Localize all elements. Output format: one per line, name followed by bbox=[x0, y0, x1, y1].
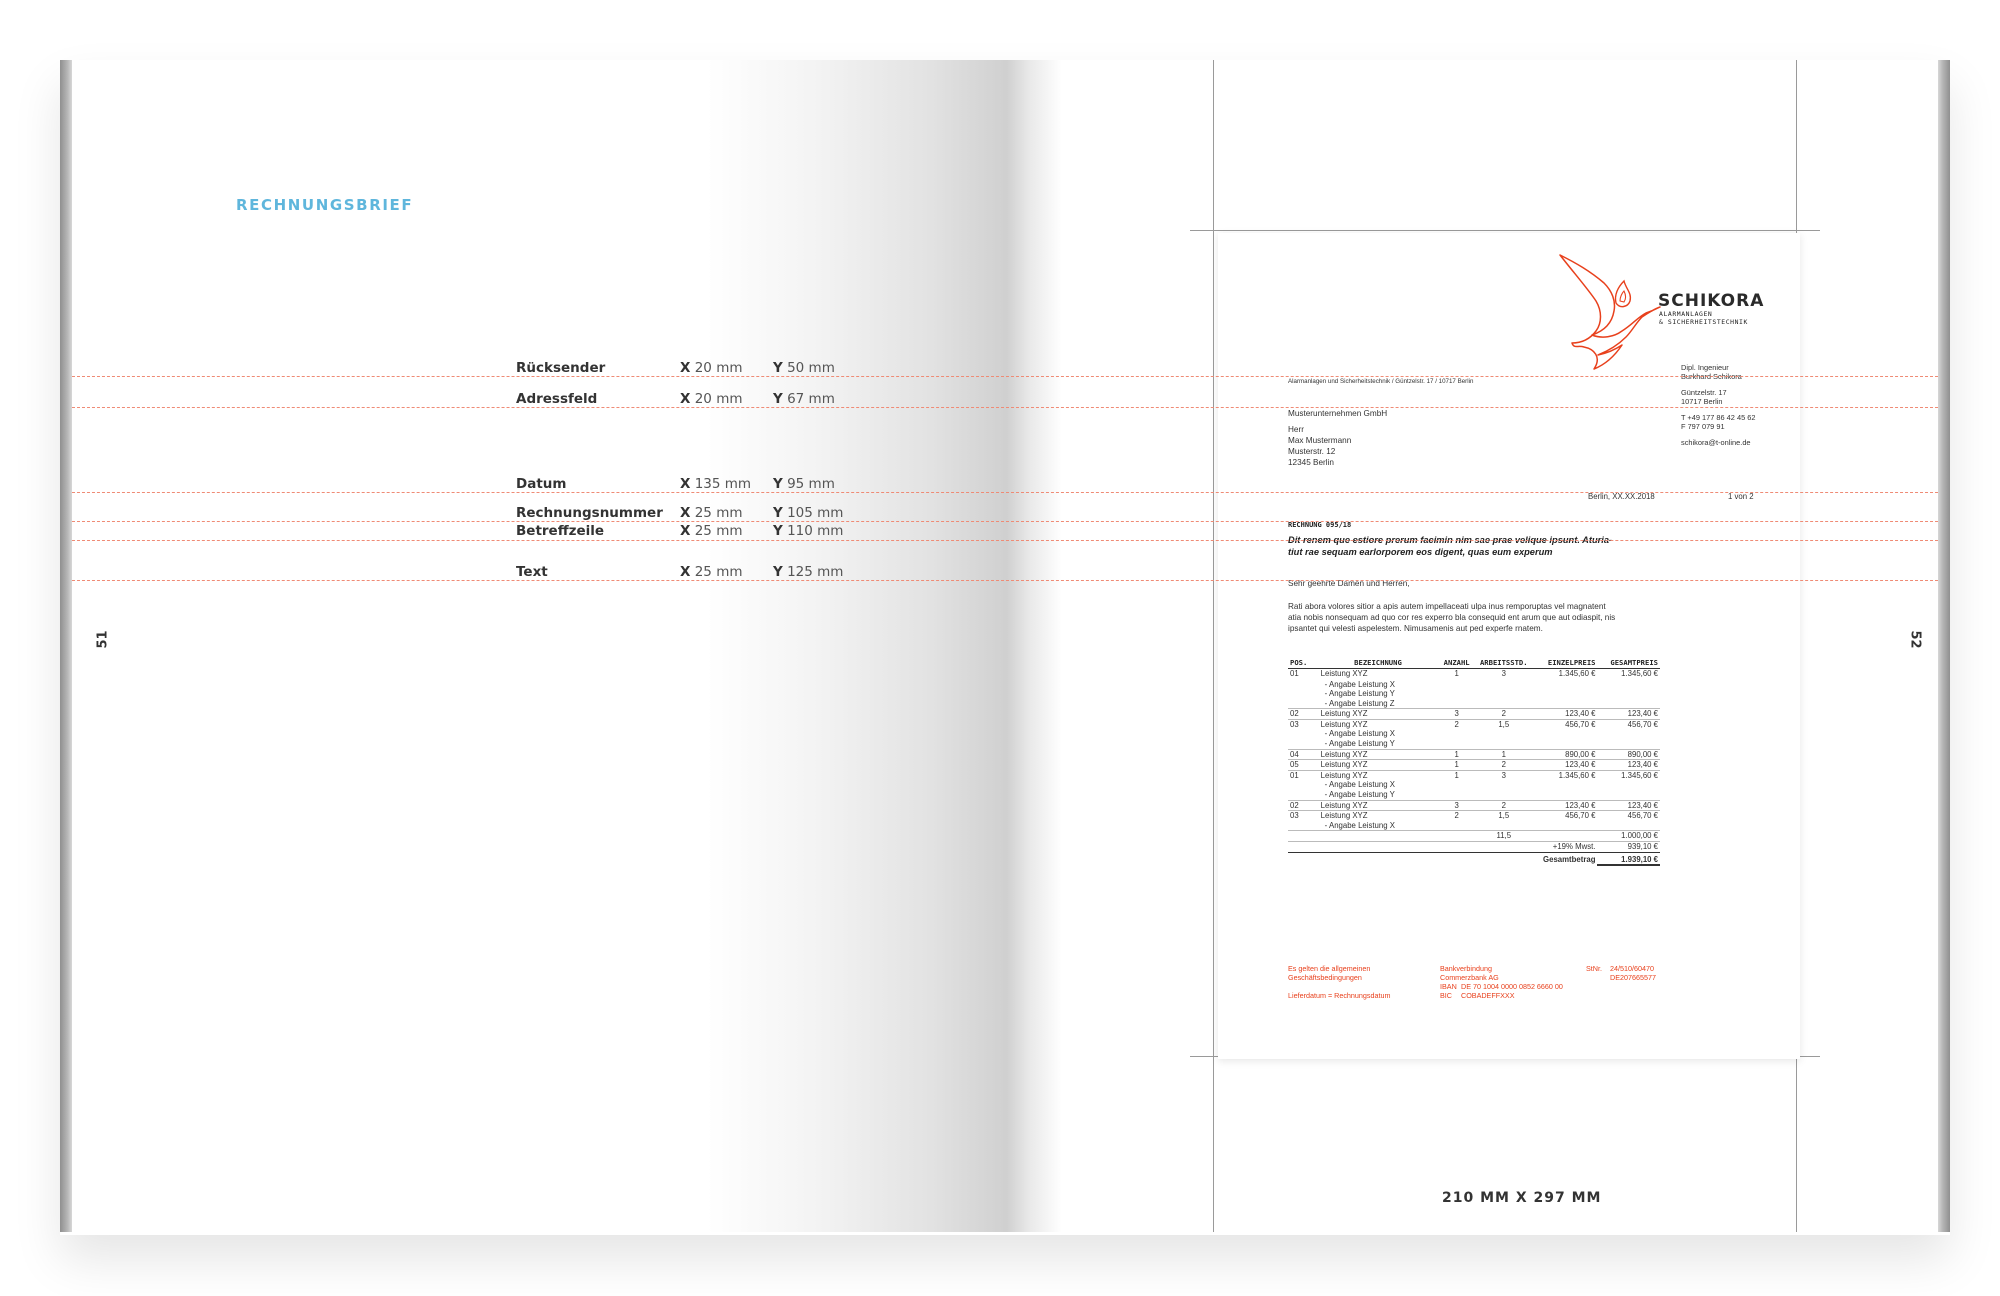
cell-gesamtpreis: 456,70 € bbox=[1627, 811, 1658, 821]
spec-x-ruecksender: X 20 mm bbox=[680, 360, 743, 376]
cell-empty bbox=[1597, 680, 1660, 690]
cell-anzahl: 3 bbox=[1437, 800, 1476, 811]
recipient-salutation: Herr bbox=[1288, 425, 1304, 434]
invoice-table bbox=[1288, 657, 1660, 866]
cell-empty bbox=[1288, 729, 1319, 739]
cell-gesamtpreis: 890,00 € bbox=[1597, 749, 1660, 760]
cell-sub-item: - Angabe Leistung X bbox=[1319, 821, 1438, 831]
subject-line-1: Dit renem que estiore prerum facimin nim sae prae velique ipsunt. Aturia- bbox=[1288, 535, 1613, 545]
cell-empty bbox=[1476, 739, 1531, 749]
item-name: Leistung XYZ bbox=[1320, 749, 1368, 759]
item-name: Leistung XYZ bbox=[1320, 800, 1368, 810]
cell-empty bbox=[1476, 699, 1531, 709]
cell-sub-item: - Angabe Leistung X bbox=[1324, 780, 1395, 790]
body-line-1: Rati abora volores sitior a apis autem impellaceati ulpa inus remporuptas vel magnatent bbox=[1288, 602, 1606, 611]
table-row bbox=[1288, 669, 1660, 680]
grand-total-value: 1.939,10 € bbox=[1597, 852, 1660, 865]
footer-terms-2: Geschäftsbedingungen bbox=[1288, 973, 1362, 982]
contact-city: 10717 Berlin bbox=[1681, 397, 1723, 406]
invoice-number: RECHNUNG 095/18 bbox=[1288, 521, 1352, 529]
item-name: Leistung XYZ bbox=[1320, 770, 1368, 780]
cell-empty bbox=[1288, 689, 1319, 699]
cell-sub-item: - Angabe Leistung X bbox=[1324, 679, 1395, 689]
sender-line: Alarmanlagen und Sicherheitstechnik / Güntzelstr. 17 / 10717 Berlin bbox=[1288, 378, 1474, 385]
table-row bbox=[1288, 719, 1660, 729]
cell-empty bbox=[1437, 780, 1476, 790]
cell-sub-item: - Angabe Leistung X bbox=[1324, 729, 1395, 739]
cell-gesamtpreis: 123,40 € bbox=[1597, 760, 1660, 771]
invoice-letter bbox=[1218, 233, 1800, 1059]
col-anzahl: ANZAHL bbox=[1437, 657, 1476, 669]
spec-x-betreffzeile: X 25 mm bbox=[680, 523, 743, 539]
footer-bank-label: Bankverbindung bbox=[1440, 964, 1492, 973]
cell-empty bbox=[1532, 689, 1598, 699]
table-subrow bbox=[1288, 680, 1660, 690]
cell-arbeitsstd: 3 bbox=[1501, 770, 1506, 780]
recipient-company: Musterunternehmen GmbH bbox=[1288, 409, 1388, 418]
cell-empty bbox=[1437, 842, 1476, 853]
cell-gesamtpreis: 123,40 € bbox=[1597, 800, 1660, 811]
cell-empty bbox=[1597, 780, 1660, 790]
contact-fax: F 797 079 91 bbox=[1681, 422, 1725, 431]
cell-gesamtpreis: 1.345,60 € bbox=[1621, 770, 1658, 780]
cell-empty bbox=[1476, 790, 1531, 800]
cell-anzahl: 1 bbox=[1454, 770, 1459, 780]
footer-tax-label: StNr. bbox=[1586, 964, 1602, 973]
cell-gesamtpreis: 123,40 € bbox=[1597, 709, 1660, 720]
table-row bbox=[1288, 800, 1660, 811]
sub-item-label: Angabe Leistung Y bbox=[1329, 790, 1395, 800]
sub-item-label: Angabe Leistung X bbox=[1329, 820, 1395, 830]
guide-line-ruecksender bbox=[72, 376, 1938, 377]
cell-arbeitsstd: 2 bbox=[1476, 800, 1531, 811]
contact-name: Burkhard Schikora bbox=[1681, 372, 1742, 381]
cell-empty bbox=[1437, 699, 1476, 709]
recipient-street: Musterstr. 12 bbox=[1288, 447, 1336, 456]
table-subrow bbox=[1288, 739, 1660, 749]
book-cover-edge-left bbox=[60, 60, 72, 1232]
cell-empty bbox=[1597, 689, 1660, 699]
guide-line-betreffzeile bbox=[72, 540, 1938, 541]
cell-sub-item: - Angabe Leistung Z bbox=[1319, 699, 1438, 709]
cell-empty bbox=[1437, 689, 1476, 699]
spec-x-text: X 25 mm bbox=[680, 564, 743, 580]
footer-tax-1: 24/510/60470 bbox=[1610, 964, 1654, 973]
cell-sub-item: - Angabe Leistung Y bbox=[1319, 790, 1438, 800]
cell-empty bbox=[1288, 699, 1319, 709]
cell-empty bbox=[1319, 852, 1438, 865]
cell-bezeichnung bbox=[1319, 719, 1438, 729]
cell-einzelpreis: 456,70 € bbox=[1565, 719, 1596, 729]
spec-y-betreffzeile: Y 110 mm bbox=[773, 523, 844, 539]
table-subrow bbox=[1288, 790, 1660, 800]
page-of: 1 von 2 bbox=[1728, 492, 1754, 501]
table-row bbox=[1288, 749, 1660, 760]
cell-empty bbox=[1437, 852, 1476, 865]
recipient-name: Max Mustermann bbox=[1288, 436, 1352, 445]
cell-gesamtpreis: 1.345,60 € bbox=[1621, 669, 1658, 678]
table-row bbox=[1288, 770, 1660, 780]
spec-label-datum: Datum bbox=[516, 476, 567, 492]
cell-empty bbox=[1597, 739, 1660, 749]
cell-anzahl: 2 bbox=[1454, 811, 1459, 821]
cell-einzelpreis: 1.345,60 € bbox=[1558, 770, 1596, 780]
footer-bic: COBADEFFXXX bbox=[1461, 991, 1515, 1000]
cell-empty bbox=[1319, 831, 1438, 842]
cell-bezeichnung bbox=[1319, 760, 1438, 771]
footer-iban: DE 70 1004 0000 0852 6660 00 bbox=[1461, 982, 1563, 991]
footer-tax-2: DE207665577 bbox=[1610, 973, 1656, 982]
body-line-3: ipsantet qui velesti aspelestem. Nimusamenis aut ped experfe rnatem. bbox=[1288, 624, 1543, 633]
format-label: 210 MM X 297 MM bbox=[1442, 1190, 1602, 1206]
cell-empty bbox=[1597, 699, 1660, 709]
footer-bic-label: BIC bbox=[1440, 991, 1452, 1000]
cell-empty bbox=[1597, 821, 1660, 831]
letter-date: Berlin, XX.XX.2018 bbox=[1588, 492, 1655, 501]
spec-x-adressfeld: X 20 mm bbox=[680, 391, 743, 407]
sub-item-label: Angabe Leistung Y bbox=[1329, 689, 1395, 699]
cell-einzelpreis: 123,40 € bbox=[1532, 760, 1598, 771]
cell-arbeitsstd: 1,5 bbox=[1498, 811, 1510, 821]
cell-empty bbox=[1288, 680, 1319, 690]
cell-bezeichnung bbox=[1319, 669, 1438, 680]
cell-bezeichnung bbox=[1319, 800, 1438, 811]
cell-empty bbox=[1288, 831, 1319, 842]
cell-empty bbox=[1437, 790, 1476, 800]
contact-title: Dipl. Ingenieur bbox=[1681, 363, 1729, 372]
letter-salutation: Sehr geehrte Damen und Herren, bbox=[1288, 579, 1410, 588]
cell-pos: 02 bbox=[1288, 709, 1319, 720]
cell-anzahl: 3 bbox=[1437, 709, 1476, 720]
cell-empty bbox=[1597, 790, 1660, 800]
spec-y-text: Y 125 mm bbox=[773, 564, 844, 580]
cell-empty bbox=[1288, 739, 1319, 749]
spec-label-adressfeld: Adressfeld bbox=[516, 391, 598, 407]
cell-arbeitsstd: 1,5 bbox=[1498, 719, 1510, 729]
invoice-table-body bbox=[1288, 669, 1660, 866]
cell-pos: 03 bbox=[1290, 719, 1299, 729]
sub-item-label: Angabe Leistung Z bbox=[1329, 698, 1395, 708]
cell-pos: 03 bbox=[1290, 811, 1299, 821]
guide-line-adressfeld bbox=[72, 407, 1938, 408]
section-title: RECHNUNGSBRIEF bbox=[236, 196, 414, 214]
company-subline-2: & SICHERHEITSTECHNIK bbox=[1659, 318, 1748, 326]
cell-empty bbox=[1476, 680, 1531, 690]
col-bezeichnung: BEZEICHNUNG bbox=[1319, 657, 1438, 669]
subject-line-2: tiut rae sequam earlorporem eos digent, quas eum experum bbox=[1288, 547, 1553, 557]
cell-empty bbox=[1532, 699, 1598, 709]
cell-empty bbox=[1288, 780, 1319, 790]
spec-y-ruecksender: Y 50 mm bbox=[773, 360, 835, 376]
page-number-right: 52 bbox=[1907, 630, 1923, 649]
cell-bezeichnung bbox=[1319, 811, 1438, 821]
sub-item-label: Angabe Leistung Y bbox=[1329, 739, 1395, 749]
cell-einzelpreis: 456,70 € bbox=[1565, 811, 1596, 821]
cell-empty bbox=[1437, 729, 1476, 739]
cell-einzelpreis: 890,00 € bbox=[1532, 749, 1598, 760]
cell-empty bbox=[1532, 780, 1598, 790]
spec-y-datum: Y 95 mm bbox=[773, 476, 835, 492]
cell-empty bbox=[1437, 680, 1476, 690]
bird-flame-logo-icon bbox=[1556, 249, 1664, 371]
footer-bank-name: Commerzbank AG bbox=[1440, 973, 1499, 982]
company-name: SCHIKORA bbox=[1658, 291, 1765, 311]
invoice-table-header bbox=[1288, 657, 1660, 669]
guide-line-rechnungsnummer bbox=[72, 521, 1938, 522]
cell-empty bbox=[1288, 852, 1319, 865]
cell-anzahl: 1 bbox=[1437, 760, 1476, 771]
cell-empty bbox=[1288, 790, 1319, 800]
left-page bbox=[72, 60, 1006, 1232]
spec-x-datum: X 135 mm bbox=[680, 476, 752, 492]
footer-iban-label: IBAN bbox=[1440, 982, 1457, 991]
cell-empty bbox=[1437, 821, 1476, 831]
body-line-2: atia nobis nonsequam ad quo cor res experro bla consequid ent arum que aut odiaspit, nis bbox=[1288, 613, 1616, 622]
cell-pos: 01 bbox=[1290, 770, 1299, 780]
contact-phone: T +49 177 86 42 45 62 bbox=[1681, 413, 1756, 422]
cell-arbeitsstd: 2 bbox=[1476, 709, 1531, 720]
footer-delivery: Lieferdatum = Rechnungsdatum bbox=[1288, 991, 1391, 1000]
cell-bezeichnung bbox=[1319, 709, 1438, 720]
cell-pos: 01 bbox=[1290, 669, 1299, 678]
contact-street: Güntzelstr. 17 bbox=[1681, 388, 1727, 397]
cell-einzelpreis: 123,40 € bbox=[1532, 800, 1598, 811]
cell-sub-item: - Angabe Leistung Y bbox=[1319, 739, 1438, 749]
guide-line-datum bbox=[72, 492, 1938, 493]
sum-hours: 11,5 bbox=[1476, 831, 1531, 842]
table-subrow bbox=[1288, 780, 1660, 790]
vat-label: +19% Mwst. bbox=[1552, 842, 1596, 851]
cell-empty bbox=[1476, 821, 1531, 831]
grand-total-row bbox=[1288, 852, 1660, 865]
sub-item-label: Angabe Leistung X bbox=[1329, 780, 1395, 790]
cell-anzahl: 1 bbox=[1437, 749, 1476, 760]
cell-anzahl: 1 bbox=[1454, 669, 1459, 678]
cell-arbeitsstd: 1 bbox=[1476, 749, 1531, 760]
table-row bbox=[1288, 811, 1660, 821]
table-subrow bbox=[1288, 699, 1660, 709]
table-subrow bbox=[1288, 689, 1660, 699]
sum-row bbox=[1288, 831, 1660, 842]
item-name: Leistung XYZ bbox=[1320, 669, 1368, 678]
cell-pos: 04 bbox=[1288, 749, 1319, 760]
col-gesamtpreis: GESAMTPREIS bbox=[1597, 657, 1660, 669]
net-total: 1.000,00 € bbox=[1597, 831, 1660, 842]
cell-empty bbox=[1532, 680, 1598, 690]
frame-line-top bbox=[1190, 230, 1820, 231]
cell-empty bbox=[1288, 842, 1319, 853]
cell-empty bbox=[1532, 821, 1598, 831]
cell-arbeitsstd: 2 bbox=[1476, 760, 1531, 771]
cell-empty bbox=[1437, 739, 1476, 749]
table-subrow bbox=[1288, 821, 1660, 831]
footer-terms-1: Es gelten die allgemeinen bbox=[1288, 964, 1371, 973]
book-cover-edge-right bbox=[1938, 60, 1950, 1232]
sub-item-label: Angabe Leistung X bbox=[1329, 729, 1395, 739]
cell-empty bbox=[1437, 831, 1476, 842]
cell-gesamtpreis: 456,70 € bbox=[1627, 719, 1658, 729]
cell-anzahl: 2 bbox=[1454, 719, 1459, 729]
col-pos: POS. bbox=[1288, 657, 1319, 669]
cell-pos: 05 bbox=[1288, 760, 1319, 771]
item-name: Leistung XYZ bbox=[1320, 760, 1368, 770]
table-row bbox=[1288, 760, 1660, 771]
cell-sub-item: - Angabe Leistung Y bbox=[1324, 689, 1395, 699]
vat-value: 939,10 € bbox=[1627, 842, 1658, 851]
cell-empty bbox=[1532, 729, 1598, 739]
spec-y-rechnungsnummer: Y 105 mm bbox=[773, 505, 844, 521]
cell-einzelpreis: 1.345,60 € bbox=[1558, 669, 1596, 678]
cell-empty bbox=[1476, 780, 1531, 790]
spec-y-adressfeld: Y 67 mm bbox=[773, 391, 835, 407]
table-row bbox=[1288, 709, 1660, 720]
cell-empty bbox=[1597, 729, 1660, 739]
cell-empty bbox=[1532, 790, 1598, 800]
cell-empty bbox=[1476, 689, 1531, 699]
cell-bezeichnung bbox=[1319, 749, 1438, 760]
col-einzelpreis: EINZELPREIS bbox=[1532, 657, 1598, 669]
item-name: Leistung XYZ bbox=[1320, 709, 1368, 719]
sub-item-label: Angabe Leistung X bbox=[1329, 679, 1395, 689]
spec-label-betreffzeile: Betreffzeile bbox=[516, 523, 605, 539]
guide-line-text bbox=[72, 580, 1938, 581]
cell-empty bbox=[1319, 842, 1438, 853]
item-name: Leistung XYZ bbox=[1320, 811, 1368, 821]
item-name: Leistung XYZ bbox=[1320, 719, 1368, 729]
spec-label-text: Text bbox=[516, 564, 548, 580]
cell-pos: 02 bbox=[1288, 800, 1319, 811]
spec-x-rechnungsnummer: X 25 mm bbox=[680, 505, 743, 521]
spec-label-ruecksender: Rücksender bbox=[516, 360, 606, 376]
company-subline-1: ALARMANLAGEN bbox=[1659, 310, 1713, 318]
cell-bezeichnung bbox=[1319, 770, 1438, 780]
cell-arbeitsstd: 3 bbox=[1501, 669, 1506, 678]
col-arbeitsstd: ARBEITSSTD. bbox=[1476, 657, 1531, 669]
cell-empty bbox=[1532, 739, 1598, 749]
recipient-city: 12345 Berlin bbox=[1288, 458, 1334, 467]
table-subrow bbox=[1288, 729, 1660, 739]
cell-empty bbox=[1532, 831, 1598, 842]
cell-empty bbox=[1476, 729, 1531, 739]
spec-label-rechnungsnummer: Rechnungsnummer bbox=[516, 505, 663, 521]
cell-empty bbox=[1288, 821, 1319, 831]
cell-einzelpreis: 123,40 € bbox=[1532, 709, 1598, 720]
page-number-left: 51 bbox=[95, 630, 111, 649]
contact-email: schikora@t-online.de bbox=[1681, 438, 1751, 447]
grand-total-label: Gesamtbetrag bbox=[1543, 854, 1596, 864]
vat-row bbox=[1288, 842, 1660, 853]
